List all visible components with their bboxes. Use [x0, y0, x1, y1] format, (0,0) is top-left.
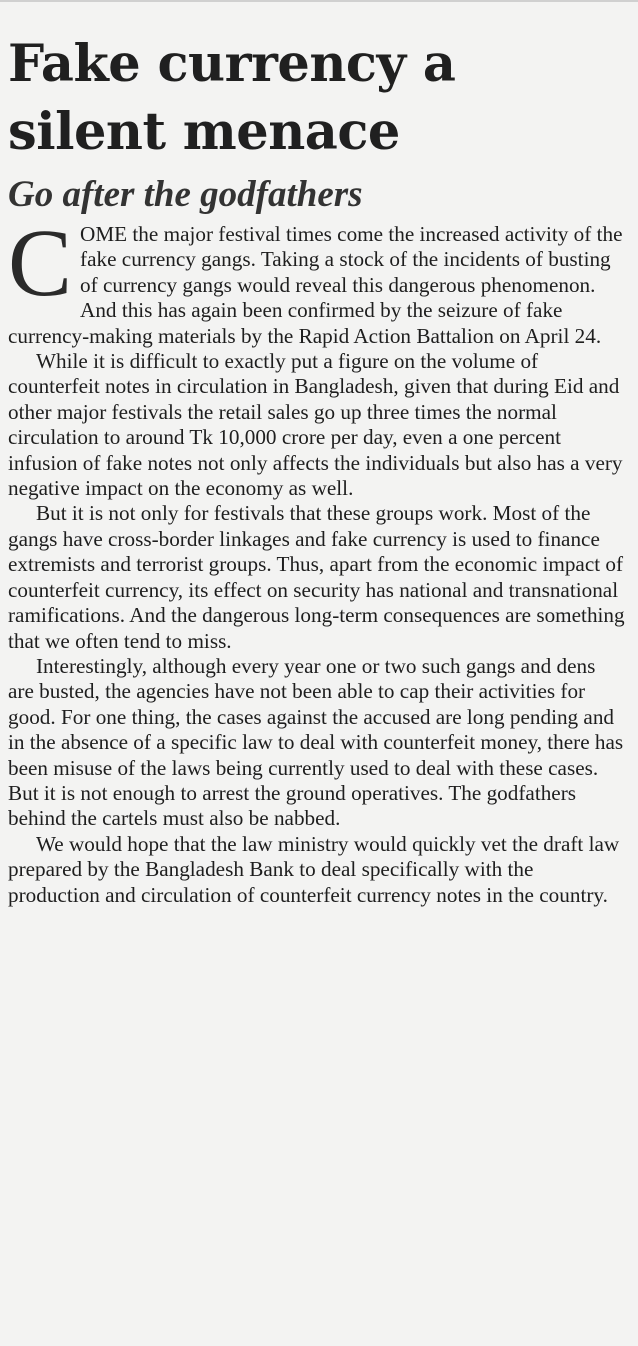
paragraph-3: But it is not only for festivals that these groups work. Most of the gangs have cross-border linkages and fake currency is used to finance extremists and terrorist groups. Thus, apart from the economic impact of counterfeit currency, its effect on security has national and transnational ramifications. And the dangerous long-term consequences are something that we often tend to miss. — [8, 501, 625, 653]
article-body — [8, 209, 626, 908]
paragraph-2: While it is difficult to exactly put a figure on the volume of counterfeit notes in circulation in Bangladesh, given that during Eid and other major festivals the retail sales go up three times the normal circulation to around Tk 10,000 crore per day, even a one percent infusion of fake notes not only affects the individuals but also has a very negative impact on the economy as well. — [8, 349, 623, 501]
editorial-article — [8, 30, 626, 908]
paragraph-4: Interestingly, although every year one or two such gangs and dens are busted, the agencies have not been able to cap their activities for good. For one thing, the cases against the accused are long pending and in the absence of a specific law to deal with counterfeit money, there has been misuse of the laws being currently used to deal with these cases. But it is not enough to arrest the ground operatives. The godfathers behind the cartels must also be nabbed. — [8, 653, 624, 831]
paragraph-1 — [8, 209, 626, 349]
subheadline: Go after the godfathers — [8, 174, 363, 215]
headline: Fake currency a silent menace — [8, 34, 456, 162]
paragraph-1-text: OME the major festival times come the increased activity of the fake currency gangs. Taking a stock of the incidents of busting of currency gangs would reveal this dangerous phenomenon. And this has again been confirmed by the seizure of fake currency-making materials by the Rapid Action Battalion on April 24. — [8, 222, 623, 348]
top-rule — [0, 0, 638, 2]
drop-cap: C — [8, 209, 73, 316]
paragraph-5: We would hope that the law ministry would quickly vet the draft law prepared by the Bangladesh Bank to deal specifically with the production and circulation of counterfeit currency notes in the country. — [8, 831, 620, 907]
